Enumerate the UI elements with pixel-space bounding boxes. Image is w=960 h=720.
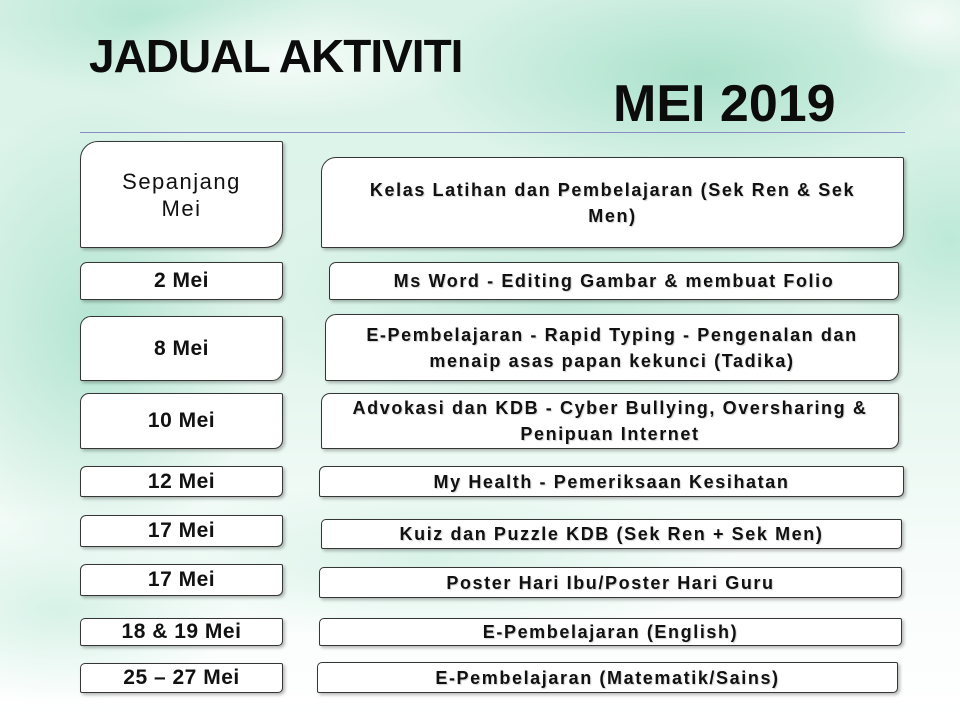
date-label: 8 Mei — [153, 336, 210, 360]
date-box — [80, 466, 283, 497]
date-box — [80, 564, 283, 596]
activity-box — [321, 519, 902, 549]
activity-label: My Health - Pemeriksaan Kesihatan — [433, 471, 790, 492]
date-label: 10 Mei — [147, 409, 216, 433]
activity-label: E-Pembelajaran - Rapid Typing - Pengenalan dan menaip asas papan kekunci (Tadika) — [366, 324, 858, 371]
date-box — [80, 663, 283, 693]
activity-box — [319, 618, 902, 646]
date-label: 17 Mei — [147, 568, 216, 592]
activity-label: Kuiz dan Puzzle KDB (Sek Ren + Sek Men) — [399, 524, 824, 544]
activity-label: Poster Hari Ibu/Poster Hari Guru — [446, 572, 775, 593]
activity-label: Advokasi dan KDB - Cyber Bullying, Oversharing & Penipuan Internet — [352, 398, 868, 444]
date-label: 25 – 27 Mei — [123, 666, 240, 690]
activity-label: Kelas Latihan dan Pembelajaran (Sek Ren & Sek Men) — [369, 179, 856, 226]
date-box — [80, 262, 283, 300]
slide-subtitle: MEI 2019 — [613, 75, 836, 133]
activity-box — [329, 262, 899, 300]
activity-box — [319, 466, 904, 497]
date-label: Sepanjang Mei — [122, 168, 241, 221]
date-box — [80, 515, 283, 547]
activity-box — [319, 567, 902, 598]
date-label: 18 & 19 Mei — [121, 620, 242, 644]
date-box — [80, 141, 283, 248]
activity-box — [325, 314, 899, 381]
date-label: 17 Mei — [147, 519, 216, 543]
activity-label: E-Pembelajaran (Matematik/Sains) — [435, 667, 780, 688]
date-box — [80, 618, 283, 646]
date-label: 12 Mei — [147, 469, 216, 493]
date-box — [80, 393, 283, 449]
activity-label: E-Pembelajaran (English) — [482, 622, 739, 642]
activity-box — [321, 157, 904, 248]
activity-box — [321, 393, 899, 449]
title-divider — [80, 132, 905, 133]
slide-title: JADUAL AKTIVITI — [89, 30, 463, 82]
activity-box — [317, 662, 898, 693]
date-box — [80, 316, 283, 381]
date-label: 2 Mei — [153, 269, 210, 293]
activity-label: Ms Word - Editing Gambar & membuat Folio — [393, 271, 835, 291]
